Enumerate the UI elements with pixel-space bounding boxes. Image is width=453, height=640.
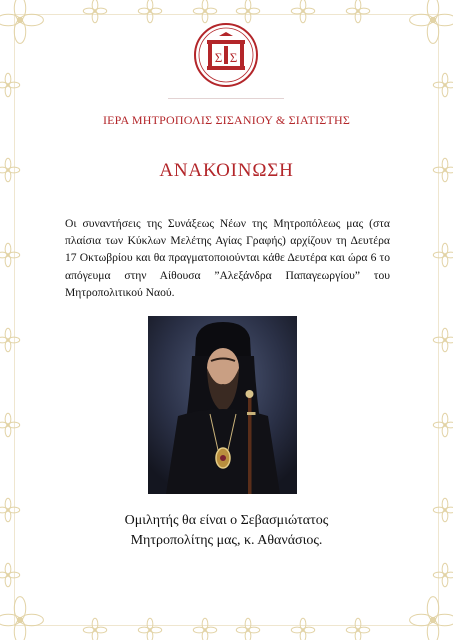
left-edge-ornament (0, 563, 20, 586)
bishop-portrait-icon (148, 316, 297, 494)
logo-divider (168, 98, 284, 99)
right-edge-ornament (433, 328, 453, 351)
speaker-note (0, 511, 453, 551)
svg-text:Σ: Σ (214, 50, 223, 65)
left-edge-ornament (0, 413, 20, 436)
top-edge-ornament (291, 0, 314, 23)
corner-ornament-bottom-left (0, 597, 43, 640)
right-edge-ornament (433, 243, 453, 266)
top-edge-ornament (83, 0, 106, 23)
corner-ornament-top-right (410, 0, 453, 43)
right-edge-ornament (433, 73, 453, 96)
top-edge-ornament (236, 0, 259, 23)
left-edge-ornament (0, 73, 20, 96)
metropolis-name: ΙΕΡΑ ΜΗΤΡΟΠΟΛΙΣ ΣΙΣΑΝΙΟΥ & ΣΙΑΤΙΣΤΗΣ (102, 113, 351, 127)
bottom-edge-ornament (346, 618, 369, 640)
corner-ornament-bottom-right (410, 597, 453, 640)
right-edge-ornament (433, 563, 453, 586)
top-edge-ornament (346, 0, 369, 23)
bottom-edge-ornament (83, 618, 106, 640)
top-edge-ornament (138, 0, 161, 23)
bishop-photo (148, 316, 297, 494)
announcement-title: ΑΝΑΚΟΙΝΩΣΗ (159, 160, 294, 181)
bottom-edge-ornament (236, 618, 259, 640)
bottom-edge-ornament (138, 618, 161, 640)
metropolis-logo-icon (193, 22, 259, 88)
left-edge-ornament (0, 243, 20, 266)
announcement-body: Οι συναντήσεις της Συνάξεως Νέων της Μητροπόλεως μας (στα πλαίσια των Κύκλων Μελέτης Αγίας Γραφής) αρχίζουν τη Δευτέρα 17 Οκτωβρίου και θα πραγματοποιούνται κάθε Δευτέρα και ώρα 6 το απόγευμα στην Αίθουσα ”Αλεξάνδρα Παπαγεωργίου” του Μητροπολιτικού Ναού. (65, 217, 390, 299)
top-edge-ornament (193, 0, 216, 23)
corner-ornament-top-left (0, 0, 43, 43)
bottom-edge-ornament (291, 618, 314, 640)
left-edge-ornament (0, 328, 20, 351)
right-edge-ornament (433, 413, 453, 436)
svg-text:Σ: Σ (229, 50, 238, 65)
speaker-line-2: Μητροπολίτης μας, κ. Αθανάσιος. (130, 533, 323, 548)
speaker-line-1: Ομιλητής θα είναι ο Σεβασμιώτατος (124, 513, 329, 528)
bottom-edge-ornament (193, 618, 216, 640)
